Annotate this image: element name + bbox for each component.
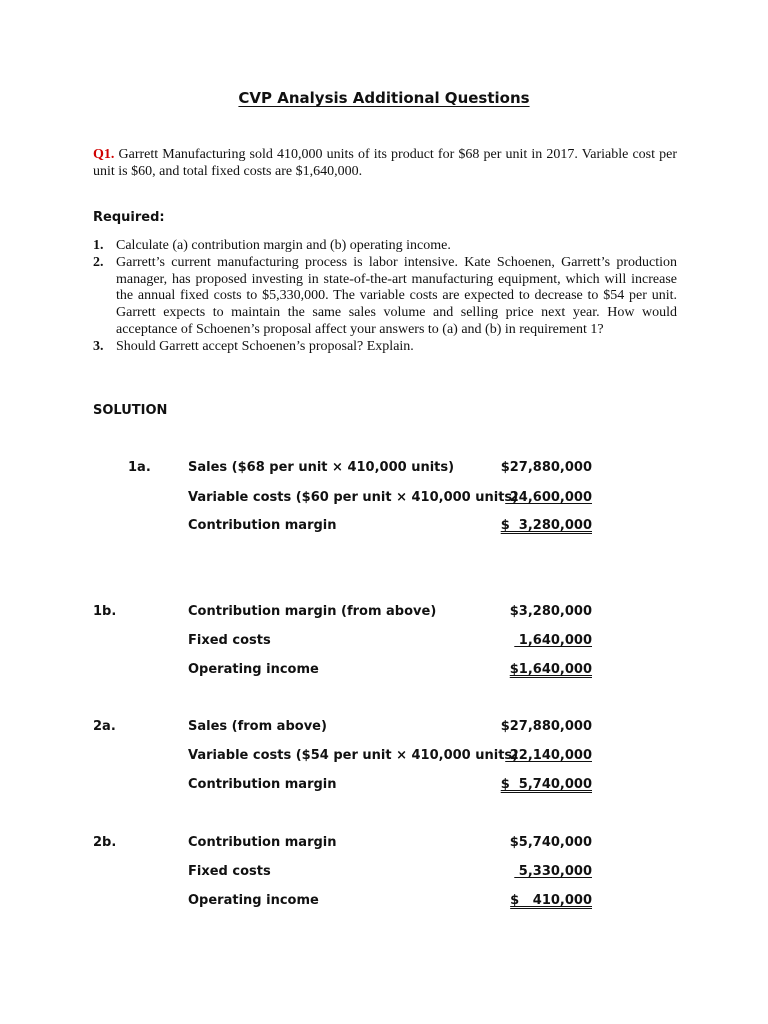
solution-row — [0, 490, 768, 508]
requirement-number: 1. — [93, 238, 104, 253]
solution-row — [0, 748, 768, 766]
solution-part-label: 2b. — [93, 835, 117, 850]
row-description: Contribution margin (from above) — [188, 604, 437, 619]
row-description: Operating income — [188, 662, 319, 677]
solution-heading: SOLUTION — [93, 403, 168, 418]
row-description: Contribution margin — [188, 518, 337, 533]
row-description: Variable costs ($60 per unit × 410,000 units) — [188, 490, 519, 505]
row-amount: $ 3,280,000 — [500, 518, 592, 533]
row-description: Sales ($68 per unit × 410,000 units) — [188, 460, 455, 475]
solution-row — [0, 777, 768, 795]
requirement-text: Garrett’s current manufacturing process is labor intensive. Kate Schoenen, Garrett’s production manager, has proposed investing in state-of-the-art manufacturing equipment, which will increase the annual fixed costs to $5,330,000. The variable costs are expected to decrease to $54 per unit. Garrett expects to maintain the same sales volume and selling price next year. How would acceptance of Schoenen’s proposal affect your answers to (a) and (b) in requirement 1? — [116, 254, 677, 337]
row-description: Contribution margin — [188, 777, 337, 792]
requirement-item — [93, 255, 677, 339]
row-amount: $1,640,000 — [509, 662, 592, 677]
row-amount: 1,640,000 — [514, 633, 592, 648]
row-description: Fixed costs — [188, 864, 271, 879]
row-description: Variable costs ($54 per unit × 410,000 units) — [188, 748, 519, 763]
solution-row — [0, 460, 768, 478]
row-amount: 24,600,000 — [505, 490, 592, 505]
solution-part-label: 1a. — [128, 460, 151, 475]
row-description: Fixed costs — [188, 633, 271, 648]
requirement-number: 2. — [93, 254, 104, 270]
solution-row — [0, 835, 768, 853]
row-amount: $ 410,000 — [510, 893, 592, 908]
solution-row — [0, 719, 768, 737]
requirement-number: 3. — [93, 338, 104, 354]
row-amount: 5,330,000 — [514, 864, 592, 879]
solution-row — [0, 864, 768, 882]
requirement-text: Should Garrett accept Schoenen’s proposal? Explain. — [116, 338, 414, 354]
question-1 — [93, 146, 677, 180]
question-text: Garrett Manufacturing sold 410,000 units of its product for $68 per unit in 2017. Variable cost per unit is $60, and total fixed costs are $1,640,000. — [93, 147, 677, 179]
requirement-text: Calculate (a) contribution margin and (b) operating income. — [116, 238, 451, 253]
solution-row — [0, 893, 768, 911]
row-description: Operating income — [188, 893, 319, 908]
question-label: Q1. — [93, 147, 115, 162]
row-amount: $27,880,000 — [500, 460, 592, 475]
row-amount: $3,280,000 — [509, 604, 592, 619]
solution-row — [0, 662, 768, 680]
row-description: Sales (from above) — [188, 719, 327, 734]
row-amount: $ 5,740,000 — [500, 777, 592, 792]
solution-row — [0, 518, 768, 536]
row-description: Contribution margin — [188, 835, 337, 850]
solution-row — [0, 604, 768, 622]
requirement-item — [93, 339, 677, 356]
row-amount: $27,880,000 — [500, 719, 592, 734]
page-title: CVP Analysis Additional Questions — [238, 89, 530, 107]
requirement-item — [93, 238, 677, 255]
required-heading: Required: — [93, 210, 165, 225]
solution-part-label: 2a. — [93, 719, 116, 734]
row-amount: $5,740,000 — [509, 835, 592, 850]
solution-row — [0, 633, 768, 651]
row-amount: 22,140,000 — [505, 748, 592, 763]
solution-part-label: 1b. — [93, 604, 117, 619]
requirements-list — [93, 238, 677, 356]
